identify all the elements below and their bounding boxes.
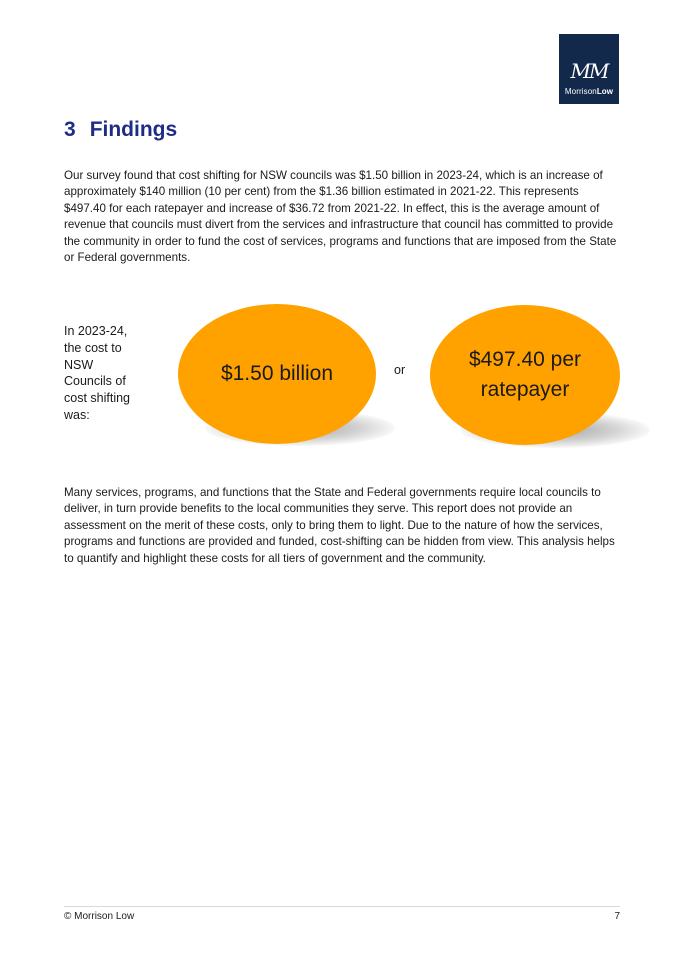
logo-name-part2: Low	[596, 87, 614, 96]
section-title: Findings	[89, 118, 178, 141]
logo-name-part1: Morrison	[564, 87, 597, 96]
per-ratepayer-bubble	[430, 305, 620, 445]
findings-paragraph-2: Many services, programs, and functions that the State and Federal governments require local councils to deliver, in turn provide benefits to the local communities they serve. This report does not provide an assessment on the merit of these costs, only to bring them to light. Due to the nature of how the services, programs and functions are provided and funded, cost-shifting can be hidden from view. This analysis helps to quantify and highlight these costs for all tiers of government and the community.	[64, 486, 615, 565]
section-number: 3	[64, 118, 76, 141]
footer-divider	[64, 906, 620, 907]
logo-mark-icon: MM	[570, 59, 608, 83]
footer-copyright: © Morrison Low	[64, 911, 135, 922]
logo-text	[565, 87, 613, 96]
or-connector: or	[394, 363, 406, 377]
morrison-low-logo	[559, 34, 619, 104]
section-heading	[64, 118, 177, 142]
per-ratepayer-value: $497.40 per ratepayer	[468, 348, 582, 401]
page-number: 7	[614, 911, 620, 922]
infographic-label: In 2023-24, the cost to NSW Councils of cost shifting was:	[64, 324, 131, 422]
total-cost-bubble	[178, 304, 376, 444]
findings-paragraph-1: Our survey found that cost shifting for NSW councils was $1.50 billion in 2023-24, which is an increase of approximately $140 million (10 per cent) from the $1.36 billion estimated in 2021-22. This represents $497.40 for each ratepayer and increase of $36.72 from 2021-22. In effect, this is the average amount of revenue that councils must divert from the services and infrastructure that council has committed to provide the community in order to fund the cost of services, programs and functions that are imposed from the State or Federal governments.	[64, 169, 617, 265]
total-cost-value: $1.50 billion	[220, 362, 334, 385]
